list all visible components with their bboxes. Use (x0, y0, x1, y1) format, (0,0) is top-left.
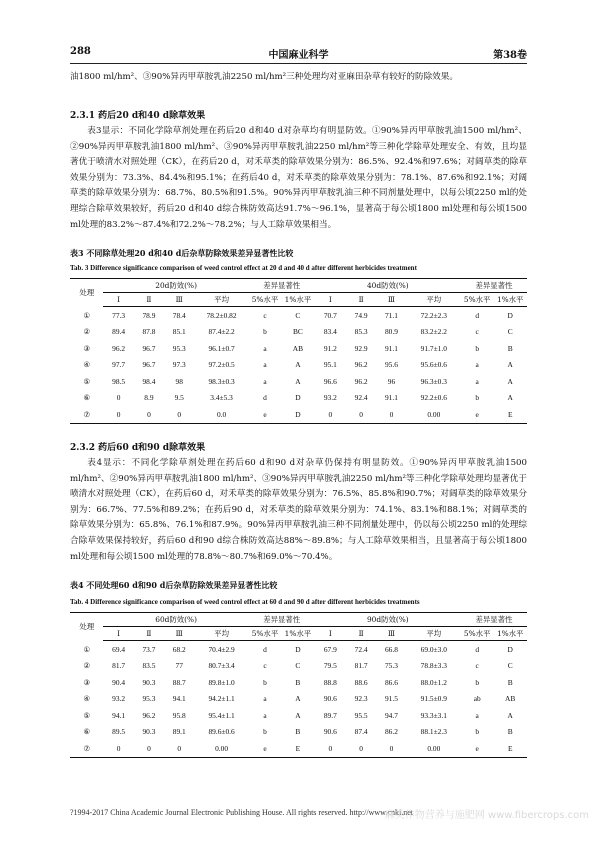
table3-h-rep-1b: Ⅰ (315, 293, 346, 307)
page-number: 288 (70, 46, 91, 57)
table-row (70, 724, 527, 741)
table3-h-avg: 平均 (194, 293, 248, 307)
table4-cell-mean-b: 88.1±2.3 (420, 727, 447, 737)
table3-cell-mean-b: 92.2±0.6 (420, 393, 447, 403)
table4-h-1pct: 1%水平 (281, 627, 314, 641)
table3-cell-rep2-b: 85.3 (354, 327, 368, 337)
table4-cell-sig5-a: e (249, 740, 281, 757)
table4-header-row-1 (70, 613, 527, 627)
table-row (70, 307, 527, 324)
table4-cell-mean-b: 69.0±3.0 (420, 644, 447, 654)
table3-h-treatment: 处理 (70, 279, 103, 307)
table3-cell-treatment: ⑦ (70, 406, 103, 423)
table3-cell-mean-b: 95.6±0.6 (420, 360, 447, 370)
table4-cell-rep3-a: 77 (175, 661, 183, 671)
table4-h-1pct-b: 1%水平 (493, 627, 527, 641)
table4-cell-rep1-a: 69.4 (112, 644, 126, 654)
table4-h-rep-1b: Ⅰ (315, 627, 346, 641)
table4-cell-rep2-a: 90.3 (142, 677, 156, 687)
section-body-2-3-1: 表3显示：不同化学除草剂处理在药后20 d和40 d对杂草均有明显防效。①90%异丙甲草胺乳油1500 ml/hm²、②90%异丙甲草胺乳油1800 ml/hm²、③90%异丙甲草胺乳油2250 ml/hm²等三种化学除草处理安全、有效，且均显著优于喷清水对照处理（CK），在药后20 d，对禾草类的除草效果分别为：86.5%、92.4%和97.6%；对阔草类的除草效果分别为：73.3%、84.4%和95.1%；在药后40 d，对禾草类的除草效果分别为：78.1%、87.6%和92.1%；对阔草类的除草效果分别为：68.7%、80.5%和91.5%。90%异丙甲草胺乳油三种不同剂量处理中，以每公顷2250 ml的处理综合除草效果较好，药后20 d和40 d综合株防效高达91.7%～96.1%，显著高于每公顷1800 ml处理和每公顷1500 ml处理的83.2%～87.4%和72.2%～78.2%；与人工除草效果相当。 (70, 126, 527, 230)
table3-cell-rep1-b: 70.7 (323, 310, 337, 320)
table4-h-5pct-b: 5%水平 (461, 627, 493, 641)
table3-cell-sig5-b: d (475, 310, 480, 320)
table4-cell-rep3-a: 0 (164, 740, 194, 757)
copyright-footer: ?1994-2017 China Academic Journal Electronic Publishing House. All rights reserved. http://www.cnki.net (70, 808, 413, 817)
table3-cell-mean-a: 87.4±2.2 (208, 327, 235, 337)
table4-cell-sig1-b: AB (505, 694, 516, 704)
table-row (70, 674, 527, 691)
table4-h-avg-b: 平均 (407, 627, 461, 641)
table4-cell-sig1-b: A (507, 710, 513, 720)
table3-cell-treatment: ④ (83, 360, 91, 370)
table3-cell-mean-b: 83.2±2.2 (420, 327, 447, 337)
table4-cell-rep1-a: 81.7 (112, 661, 126, 671)
table3-cell-rep2-b: 96.2 (354, 360, 368, 370)
table3-cell-sig5-a: c (263, 310, 267, 320)
table4-cell-rep2-a: 73.7 (142, 644, 156, 654)
table4-cell-rep1-b: 67.9 (323, 644, 337, 654)
table3-cell-mean-a: 3.4±5.3 (210, 393, 233, 403)
table4-cell-sig5-a: d (263, 644, 267, 654)
section-body-2-3-2: 表4显示：不同化学除草剂处理在药后60 d和90 d对杂草仍保持有明显防效。①90%异丙甲草胺乳油1500 ml/hm²、②90%异丙甲草胺乳油1800 ml/hm²、③90%异丙甲草胺乳油2250 ml/hm²等三种化学除草处理均显著优于喷清水对照处理（CK），在药后60 d，对禾草类的除草效果分别为：76.5%、85.8%和90.7%；对阔草类的除草效果分别为：66.7%、77.5%和89.2%；在药后90 d，对禾草类的除草效果分别为：74.1%、83.1%和88.1%；对阔草类的除草效果分别为：65.8%、76.1%和87.9%。90%异丙甲草胺乳油三种不同剂量处理中，仍以每公顷2250 ml的处理综合除草效果保持较好，药后60 d和90 d综合株防效高达88%～89.8%；与人工除草效果相当，且显著高于每公顷1800 ml处理和每公顷1500 ml处理的78.8%～80.7%和69.0%～70.4%。 (70, 458, 527, 562)
table3-cell-mean-a: 96.1±0.7 (208, 343, 235, 353)
table4-cell-rep3-a: 68.2 (172, 644, 186, 654)
table3-cell-mean-a: 78.2±0.82 (206, 310, 237, 320)
table3-cell-sig1-b: A (507, 376, 513, 386)
table3-h-5pct-b: 5%水平 (461, 293, 493, 307)
table3-cell-mean-a: 97.2±0.5 (208, 360, 235, 370)
table4-cell-sig1-a: A (295, 694, 301, 704)
table4-cell-sig5-a: b (263, 677, 267, 687)
table4-cell-mean-a: 80.7±3.4 (208, 661, 235, 671)
table3-cell-sig1-a: A (295, 360, 301, 370)
table4-header-row-2 (70, 627, 527, 641)
table4-cell-treatment: ⑤ (83, 710, 91, 720)
table4-cell-sig5-b: e (461, 740, 493, 757)
table3-cell-rep3-a: 9.5 (174, 393, 184, 403)
table3-cell-sig5-a: e (249, 406, 281, 423)
table4-h-group-2: 90d防效(%) (315, 613, 461, 627)
table3-cell-sig1-a: BC (292, 327, 303, 337)
table3-cell-rep1-a: 96.2 (112, 343, 126, 353)
table4-cell-rep3-b: 94.7 (384, 710, 398, 720)
table3-cell-sig1-a: D (295, 393, 301, 403)
table3-h-sig-1: 差异显著性 (249, 279, 315, 293)
table4-cell-rep1-a: 89.5 (112, 727, 126, 737)
table4-cell-rep3-b: 91.5 (384, 694, 398, 704)
table3-h-rep-3b: Ⅲ (376, 293, 406, 307)
table4-caption-en: Tab. 4 Difference significance comparison of weed control effect at 60 d and 90 d after different herbicides treatments (70, 598, 420, 606)
table4-cell-rep2-b: 95.5 (354, 710, 368, 720)
table3-cell-rep2-a: 96.7 (142, 343, 156, 353)
table3-header-row-1 (70, 279, 527, 293)
table3-cell-sig1-a: C (295, 310, 301, 320)
section-heading-2-3-1: 2.3.1 药后20 d和40 d除草效果 (70, 111, 206, 121)
table3-cell-rep1-a: 89.4 (112, 327, 126, 337)
table4-cell-mean-b: 88.0±1.2 (420, 677, 447, 687)
table4-cell-rep1-a: 93.2 (112, 694, 126, 704)
table4-h-treatment: 处理 (70, 613, 103, 641)
table4-cell-rep3-a: 94.1 (172, 694, 186, 704)
table3-cell-rep2-a: 8.9 (144, 393, 154, 403)
table3-cell-rep3-a: 85.1 (172, 327, 186, 337)
table3-cell-rep1-a: 0 (103, 406, 133, 423)
table4-cell-rep2-b: 72.4 (354, 644, 368, 654)
volume-label: 第38卷 (493, 50, 527, 61)
page-header (70, 46, 527, 62)
table4-cell-mean-a: 89.8±1.0 (208, 677, 235, 687)
table3-cell-sig1-a: D (281, 406, 314, 423)
table3-caption-en: Tab. 3 Difference significance comparison of weed control effect at 20 d and 40 d after different herbicides treatment (70, 264, 417, 272)
table3-h-rep-3: Ⅲ (164, 293, 194, 307)
table3-cell-sig1-a: AB (292, 343, 304, 353)
table4-h-sig-2: 差异显著性 (461, 613, 527, 627)
table4-cell-treatment: ⑥ (83, 727, 91, 737)
table4-cell-rep3-b: 66.8 (384, 644, 398, 654)
table3-cell-sig5-b: c (475, 327, 479, 337)
table4-cell-rep1-b: 79.5 (323, 661, 337, 671)
table3-cell-sig1-b: E (493, 406, 527, 423)
table3-cell-rep2-b: 96.2 (354, 376, 368, 386)
table3-cell-rep3-a: 97.3 (172, 360, 186, 370)
table4-h-rep-1: Ⅰ (103, 627, 133, 641)
table3-cell-rep2-b: 92.9 (354, 343, 368, 353)
table4-cell-mean-b: 91.5±0.9 (420, 694, 447, 704)
table3-cell-rep3-b: 0 (376, 406, 406, 423)
table3-cell-rep2-a: 87.8 (142, 327, 156, 337)
journal-title: 中国麻业科学 (268, 50, 329, 61)
table3-cell-rep1-a: 0 (116, 393, 121, 403)
table4-cell-sig1-a: D (295, 644, 301, 654)
table-row (70, 707, 527, 724)
table3-cell-treatment: ⑤ (83, 376, 91, 386)
table4-h-5pct: 5%水平 (249, 627, 281, 641)
table3-cell-rep3-b: 91.1 (384, 393, 398, 403)
table3-cell-rep1-b: 83.4 (323, 327, 337, 337)
table4-cell-sig1-a: B (295, 727, 301, 737)
table4-h-rep-2: Ⅱ (134, 627, 164, 641)
table4-cell-rep1-a: 90.4 (112, 677, 126, 687)
table3-cell-rep3-b: 80.9 (384, 327, 398, 337)
table4-cell-sig5-a: a (263, 694, 267, 704)
table4-cell-rep3-a: 88.7 (172, 677, 186, 687)
table4-cell-mean-a: 95.4±1.1 (208, 710, 235, 720)
table3-cell-rep3-b: 96 (387, 376, 396, 386)
table4-cell-sig5-b: ab (473, 694, 481, 704)
table3-cell-sig1-b: C (507, 327, 513, 337)
table3-h-sig-2: 差异显著性 (461, 279, 527, 293)
table-row (70, 324, 527, 341)
table3-cell-rep3-a: 78.4 (172, 310, 186, 320)
table-row (70, 641, 527, 658)
table4-cell-sig5-b: b (475, 727, 480, 737)
table-row (70, 373, 527, 390)
table3-cell-rep1-b: 93.2 (323, 393, 337, 403)
table4-cell-treatment: ① (83, 644, 91, 654)
table4-cell-rep2-b: 0 (346, 740, 376, 757)
table3-cell-sig5-b: e (461, 406, 493, 423)
table4-cell-mean-a: 94.2±1.1 (208, 694, 235, 704)
table-row (70, 357, 527, 374)
table4-cell-rep1-b: 89.7 (323, 710, 337, 720)
table3-cell-treatment: ① (83, 310, 91, 320)
table3-cell-rep3-b: 71.1 (384, 310, 398, 320)
table3-cell-rep1-b: 91.2 (323, 343, 337, 353)
table4-cell-mean-b: 78.8±3.3 (420, 661, 447, 671)
table3-cell-mean-b: 0.00 (407, 406, 461, 423)
table4-cell-sig5-b: c (475, 661, 479, 671)
table4-cell-rep3-b: 0 (376, 740, 406, 757)
table-row (70, 740, 527, 757)
table4-cell-mean-b: 93.3±3.1 (420, 710, 447, 720)
table-row (70, 658, 527, 675)
table4-cell-rep1-b: 90.6 (323, 694, 337, 704)
table3-cell-mean-a: 0.0 (194, 406, 248, 423)
table4-cell-rep2-a: 95.3 (142, 694, 156, 704)
table4-cell-rep1-a: 0 (103, 740, 133, 757)
table4-cell-rep3-b: 86.2 (384, 727, 398, 737)
table4 (70, 612, 527, 758)
table3-cell-sig5-a: b (263, 327, 267, 337)
table3-cell-sig5-b: a (475, 376, 479, 386)
table4-cell-sig1-b: B (507, 677, 513, 687)
table3-h-rep-2b: Ⅱ (346, 293, 376, 307)
table4-h-avg: 平均 (194, 627, 248, 641)
table3-cell-sig5-a: d (263, 393, 267, 403)
table3-h-rep-2: Ⅱ (134, 293, 164, 307)
table3-cell-mean-a: 98.3±0.3 (208, 376, 235, 386)
table3-cell-mean-b: 91.7±1.0 (420, 343, 447, 353)
table4-cell-treatment: ⑦ (70, 740, 103, 757)
table4-cell-rep1-b: 0 (315, 740, 346, 757)
table4-cell-mean-a: 89.6±0.6 (208, 727, 235, 737)
table3-cell-rep1-a: 97.7 (112, 360, 126, 370)
table4-caption-cn: 表4 不同处理60 d和90 d后杂草防除效果差异显著性比较 (70, 580, 278, 590)
table4-cell-mean-a: 0.00 (194, 740, 248, 757)
table4-cell-treatment: ③ (83, 677, 91, 687)
table4-cell-rep2-a: 83.5 (142, 661, 156, 671)
header-rule (70, 63, 527, 64)
table4-cell-rep2-a: 90.3 (142, 727, 156, 737)
table3-cell-rep1-a: 98.5 (112, 376, 126, 386)
table4-cell-sig5-b: b (475, 677, 480, 687)
table4-cell-sig1-a: A (295, 710, 301, 720)
table3 (70, 278, 527, 424)
table3-cell-sig5-b: b (475, 393, 480, 403)
section-heading-2-3-2: 2.3.2 药后60 d和90 d除草效果 (70, 443, 206, 453)
table4-cell-rep1-a: 94.1 (112, 710, 126, 720)
table3-h-5pct: 5%水平 (249, 293, 281, 307)
table3-cell-sig1-a: A (295, 376, 301, 386)
table4-cell-sig1-a: E (281, 740, 314, 757)
table3-cell-rep2-b: 0 (346, 406, 376, 423)
table4-cell-sig5-b: d (475, 644, 480, 654)
table4-cell-rep2-b: 87.4 (354, 727, 368, 737)
table-row (70, 406, 527, 423)
table3-cell-sig5-b: a (475, 360, 479, 370)
table4-cell-rep2-a: 96.2 (142, 710, 156, 720)
table4-cell-mean-b: 0.00 (407, 740, 461, 757)
table4-cell-rep3-b: 86.6 (384, 677, 398, 687)
table4-cell-rep2-b: 88.6 (354, 677, 368, 687)
table4-cell-sig1-b: C (507, 661, 513, 671)
table4-cell-rep1-b: 88.8 (323, 677, 337, 687)
table3-cell-rep1-a: 77.3 (112, 310, 126, 320)
table3-cell-rep2-a: 96.7 (142, 360, 156, 370)
table4-h-rep-3: Ⅲ (164, 627, 194, 641)
table-row (70, 340, 527, 357)
table4-cell-treatment: ④ (83, 694, 91, 704)
table3-caption-cn: 表3 不同除草处理20 d和40 d后杂草防除效果差异显著性比较 (70, 248, 294, 258)
intro-tail-paragraph: 油1800 ml/hm²、③90%异丙甲草胺乳油2250 ml/hm²三种处理均对亚麻田杂草有较好的防除效果。 (70, 72, 458, 82)
table3-cell-sig1-b: A (507, 393, 513, 403)
watermark: 麻类作物营养与施肥网 www.fibercrops.com (384, 810, 589, 821)
table4-cell-sig5-a: a (263, 710, 267, 720)
table3-cell-rep2-a: 78.9 (142, 310, 156, 320)
table3-cell-treatment: ⑥ (83, 393, 91, 403)
table4-cell-rep2-b: 81.7 (354, 661, 368, 671)
table4-cell-rep3-a: 89.1 (172, 727, 186, 737)
table3-cell-mean-b: 96.3±0.3 (420, 376, 447, 386)
table3-cell-rep3-b: 91.1 (384, 343, 398, 353)
table4-cell-sig5-a: b (263, 727, 267, 737)
table4-cell-sig1-b: E (493, 740, 527, 757)
table4-cell-mean-a: 70.4±2.9 (208, 644, 235, 654)
table3-header-row-2 (70, 293, 527, 307)
table3-cell-rep1-b: 0 (315, 406, 346, 423)
table4-cell-sig5-b: a (475, 710, 479, 720)
table3-cell-rep1-b: 95.1 (323, 360, 337, 370)
table4-cell-sig1-a: C (295, 661, 301, 671)
table4-h-rep-2b: Ⅱ (346, 627, 376, 641)
table4-cell-sig1-b: D (507, 644, 513, 654)
table4-cell-rep3-a: 95.8 (172, 710, 186, 720)
table4-cell-rep3-b: 75.3 (384, 661, 398, 671)
table4-h-rep-3b: Ⅲ (376, 627, 406, 641)
table4-cell-rep2-b: 92.3 (354, 694, 368, 704)
table4-cell-rep1-b: 90.6 (323, 727, 337, 737)
table3-h-avg-b: 平均 (407, 293, 461, 307)
table3-cell-sig5-b: b (475, 343, 480, 353)
table3-cell-rep3-a: 0 (164, 406, 194, 423)
table3-cell-sig1-b: A (507, 360, 513, 370)
table3-cell-rep1-b: 96.6 (323, 376, 337, 386)
table4-cell-rep2-a: 0 (134, 740, 164, 757)
table3-cell-rep2-a: 98.4 (142, 376, 156, 386)
table3-cell-mean-b: 72.2±2.3 (420, 310, 447, 320)
table-row (70, 390, 527, 407)
table3-cell-rep2-a: 0 (134, 406, 164, 423)
table3-cell-rep3-a: 98 (175, 376, 183, 386)
table3-cell-sig5-a: a (263, 360, 267, 370)
table4-cell-sig5-a: c (263, 661, 267, 671)
table4-cell-treatment: ② (83, 661, 91, 671)
table-row (70, 691, 527, 708)
table3-cell-rep2-b: 92.4 (354, 393, 368, 403)
table3-cell-sig5-a: a (263, 343, 267, 353)
table4-cell-sig1-a: B (295, 677, 301, 687)
table3-h-group-2: 40d防效(%) (315, 279, 461, 293)
table4-h-sig-1: 差异显著性 (249, 613, 315, 627)
table3-h-group-1: 20d防效(%) (103, 279, 248, 293)
table3-cell-rep2-b: 74.9 (354, 310, 368, 320)
table4-h-group-1: 60d防效(%) (103, 613, 248, 627)
table3-cell-rep3-b: 95.6 (384, 360, 398, 370)
table3-cell-treatment: ② (83, 327, 91, 337)
table3-cell-sig1-b: B (507, 343, 513, 353)
table3-cell-sig5-a: a (263, 376, 267, 386)
table3-cell-treatment: ③ (83, 343, 91, 353)
table3-h-rep-1: Ⅰ (103, 293, 133, 307)
table3-cell-rep3-a: 95.3 (172, 343, 186, 353)
table4-cell-sig1-b: B (507, 727, 513, 737)
table3-h-1pct-b: 1%水平 (493, 293, 527, 307)
table3-h-1pct: 1%水平 (281, 293, 314, 307)
table3-cell-sig1-b: D (507, 310, 513, 320)
